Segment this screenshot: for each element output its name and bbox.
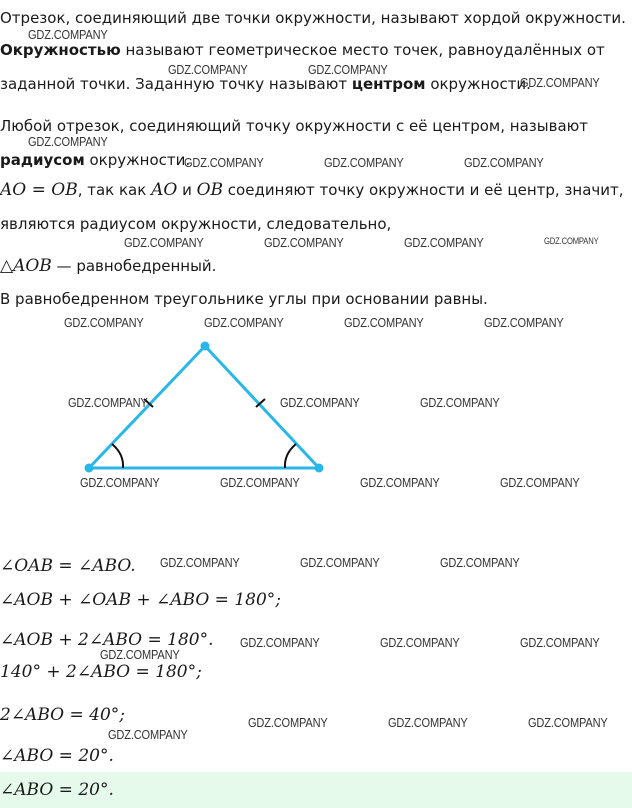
paragraph-radius-conclusion: являются радиусом окружности, следовательно, bbox=[0, 215, 392, 233]
equation-1: ∠OAB = ∠ABO. bbox=[0, 556, 136, 576]
equation-6: ∠ABO = 20°. bbox=[0, 746, 114, 766]
watermark: GDZ.COMPANY bbox=[440, 555, 520, 570]
text-fragment: соединяют точку окружности и её центр, значит, bbox=[223, 181, 624, 199]
angle-arc-a bbox=[112, 444, 123, 468]
text-line bbox=[0, 289, 488, 309]
text-line bbox=[0, 116, 588, 136]
equation-4: 140° + 2∠ABO = 180°; bbox=[0, 662, 202, 682]
watermark: GDZ.COMPANY bbox=[544, 236, 599, 246]
watermark: GDZ.COMPANY bbox=[464, 155, 544, 170]
text-line bbox=[0, 180, 624, 200]
answer-text: ∠ABO = 20°. bbox=[0, 780, 114, 800]
watermark: GDZ.COMPANY bbox=[108, 727, 188, 742]
math-ao: AO bbox=[151, 180, 178, 200]
watermark: GDZ.COMPANY bbox=[360, 475, 440, 490]
text-line bbox=[0, 74, 531, 94]
watermark: GDZ.COMPANY bbox=[68, 395, 148, 410]
watermark: GDZ.COMPANY bbox=[280, 395, 360, 410]
paragraph-radius-2: окружности. bbox=[84, 151, 191, 169]
equation-3: ∠AOB + 2∠ABO = 180°. bbox=[0, 630, 214, 650]
paragraph-chord: Отрезок, соединяющий две точки окружности, называют хордой окружности. bbox=[0, 9, 626, 27]
text-line bbox=[0, 150, 190, 170]
watermark: GDZ.COMPANY bbox=[28, 27, 108, 42]
watermark: GDZ.COMPANY bbox=[124, 235, 204, 250]
watermark: GDZ.COMPANY bbox=[520, 75, 600, 90]
vertex-b bbox=[315, 464, 324, 473]
term-circle: Окружностью bbox=[0, 41, 121, 59]
watermark: GDZ.COMPANY bbox=[300, 555, 380, 570]
watermark: GDZ.COMPANY bbox=[64, 315, 144, 330]
watermark: GDZ.COMPANY bbox=[324, 155, 404, 170]
watermark: GDZ.COMPANY bbox=[308, 62, 388, 77]
watermark: GDZ.COMPANY bbox=[204, 315, 284, 330]
watermark: GDZ.COMPANY bbox=[100, 647, 180, 662]
paragraph-circle-def: называют геометрическое место точек, равноудалённых от bbox=[120, 41, 605, 59]
watermark: GDZ.COMPANY bbox=[380, 635, 460, 650]
text-line bbox=[0, 214, 391, 234]
watermark: GDZ.COMPANY bbox=[420, 395, 500, 410]
paragraph-circle-def-2: заданной точки. Заданную точку называют bbox=[0, 75, 352, 93]
term-center: центром bbox=[351, 75, 426, 93]
vertex-a bbox=[85, 464, 94, 473]
watermark: GDZ.COMPANY bbox=[388, 715, 468, 730]
term-radius: радиусом bbox=[0, 151, 85, 169]
watermark: GDZ.COMPANY bbox=[264, 235, 344, 250]
vertex-o bbox=[201, 342, 210, 351]
equation-2: ∠AOB + ∠OAB + ∠ABO = 180°; bbox=[0, 590, 281, 610]
math-ao-ob: AO = OB bbox=[0, 180, 78, 200]
paragraph-radius: Любой отрезок, соединяющий точку окружности с её центром, называют bbox=[0, 117, 588, 135]
equation-5: 2∠ABO = 40°; bbox=[0, 705, 125, 725]
watermark: GDZ.COMPANY bbox=[220, 475, 300, 490]
text-line bbox=[0, 256, 216, 276]
math-ob: OB bbox=[196, 180, 224, 200]
watermark: GDZ.COMPANY bbox=[344, 315, 424, 330]
watermark: GDZ.COMPANY bbox=[80, 475, 160, 490]
watermark: GDZ.COMPANY bbox=[160, 555, 240, 570]
watermark: GDZ.COMPANY bbox=[240, 635, 320, 650]
math-triangle-aob: △AOB bbox=[0, 256, 52, 276]
text-fragment: и bbox=[177, 181, 197, 199]
watermark: GDZ.COMPANY bbox=[404, 235, 484, 250]
watermark: GDZ.COMPANY bbox=[28, 134, 108, 149]
text-line bbox=[0, 8, 626, 28]
watermark: GDZ.COMPANY bbox=[184, 155, 264, 170]
watermark: GDZ.COMPANY bbox=[168, 62, 248, 77]
watermark: GDZ.COMPANY bbox=[500, 475, 580, 490]
text-fragment: , так как bbox=[77, 181, 152, 199]
watermark: GDZ.COMPANY bbox=[484, 315, 564, 330]
paragraph-isosceles: — равнобедренный. bbox=[51, 257, 217, 275]
watermark: GDZ.COMPANY bbox=[528, 715, 608, 730]
paragraph-circle-def-3: окружности. bbox=[425, 75, 531, 93]
text-line bbox=[0, 40, 605, 60]
watermark: GDZ.COMPANY bbox=[248, 715, 328, 730]
watermark: GDZ.COMPANY bbox=[520, 635, 600, 650]
paragraph-base-angles: В равнобедренном треугольнике углы при основании равны. bbox=[0, 290, 488, 308]
angle-arc-b bbox=[285, 444, 296, 468]
